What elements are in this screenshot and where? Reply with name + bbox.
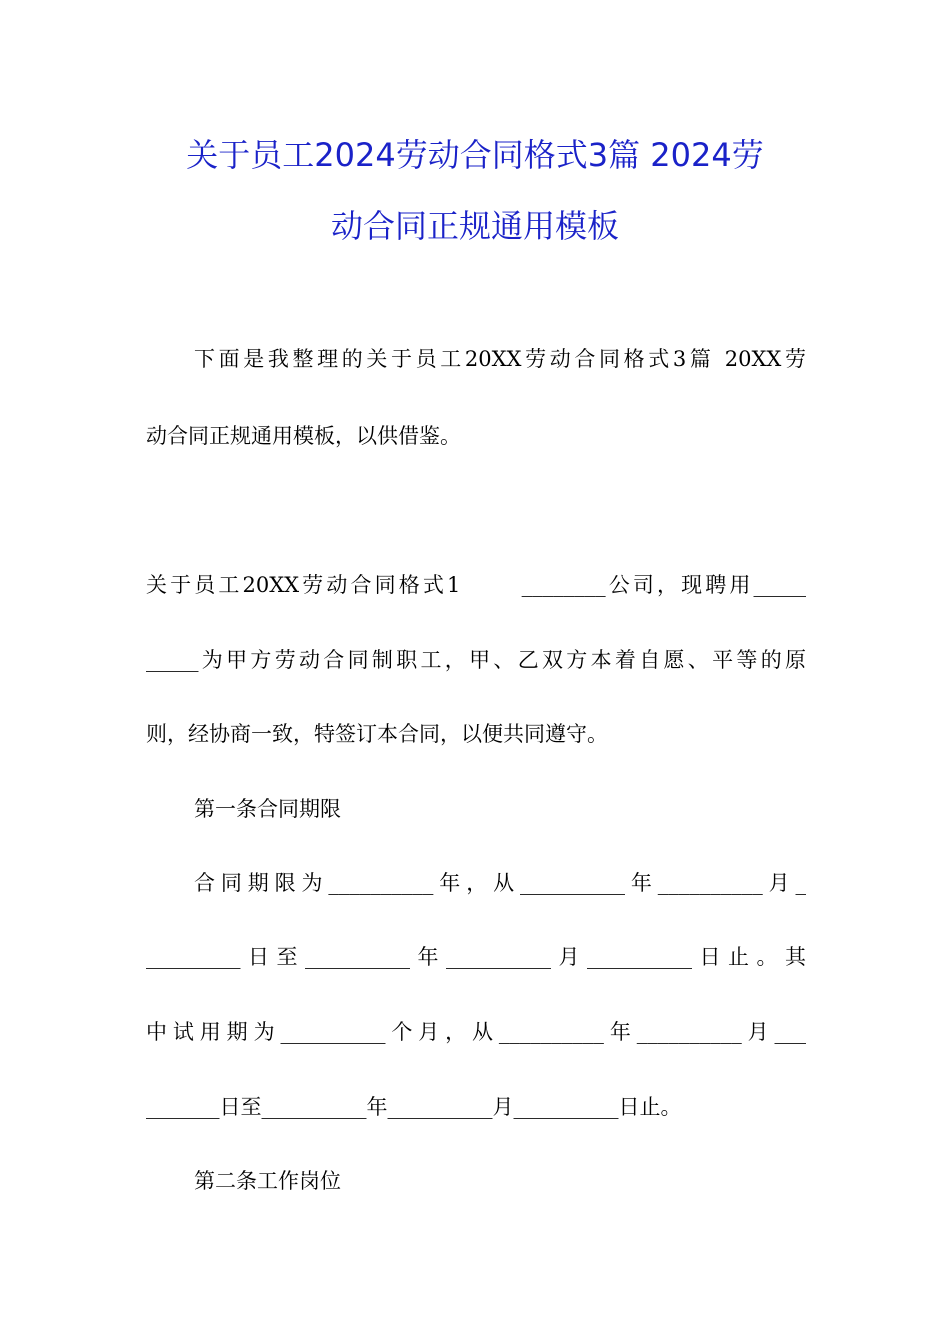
- article1-line-4: _______日至__________年__________月__________日止。: [146, 1095, 682, 1119]
- section1-line-3: 则，经协商一致，特签订本合同，以便共同遵守。: [146, 722, 608, 746]
- section1-line-1: 关于员工20XX劳动合同格式1 ________公司，现聘用_____: [146, 573, 806, 597]
- document-title-line-1: 关于员工2024劳动合同格式3篇 2024劳: [186, 136, 764, 174]
- article2-heading: 第二条工作岗位: [194, 1169, 341, 1193]
- intro-line-2: 动合同正规通用模板，以供借鉴。: [146, 424, 461, 448]
- article1-line-2: _________日至__________年__________月__________日止。其: [146, 945, 806, 969]
- article1-heading: 第一条合同期限: [194, 797, 341, 821]
- article1-line-3: 中试用期为__________个月，从__________年__________月___: [146, 1020, 806, 1044]
- article1-line-1: 合同期限为__________年，从__________年__________月_: [194, 871, 806, 895]
- section1-line-2: _____为甲方劳动合同制职工，甲、乙双方本着自愿、平等的原: [146, 648, 806, 672]
- intro-line-1: 下面是我整理的关于员工20XX劳动合同格式3篇 20XX劳: [194, 347, 806, 371]
- document-title-line-2: 动合同正规通用模板: [330, 207, 619, 245]
